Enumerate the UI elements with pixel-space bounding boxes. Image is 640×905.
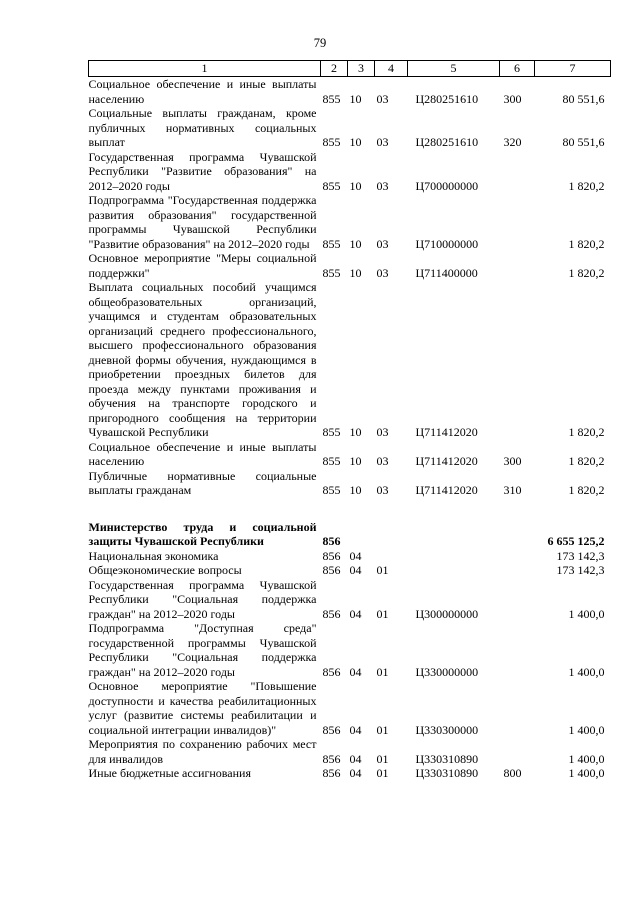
table-row [89, 621, 611, 679]
row-code-type [500, 563, 535, 578]
row-name: Иные бюджетные ассигнования [88, 766, 251, 780]
table-row [89, 193, 611, 251]
row-name: Публичные нормативные социальные выплаты гражданам [88, 468, 317, 497]
table-row [89, 150, 611, 194]
row-code-target: Ц330310890 [415, 766, 479, 780]
row-code-type [500, 737, 535, 766]
row-name: Государственная программа Чувашской Республики "Социальная поддержка граждан" на 2012–2020 годы [88, 577, 317, 621]
row-code-ministry: 855 [322, 425, 341, 439]
table-row [89, 251, 611, 280]
row-code-section: 04 [349, 664, 362, 679]
row-name: Министерство труда и социальной защиты Чувашской Республики [88, 519, 317, 548]
row-code-type [500, 549, 535, 564]
row-code-target: Ц330300000 [415, 722, 479, 737]
table-row [89, 106, 611, 150]
table-row [89, 77, 611, 107]
row-code-type: 310 [503, 483, 522, 497]
row-amount: 1 400,0 [568, 722, 605, 737]
spacer-cell [89, 498, 611, 520]
table-row [89, 520, 611, 549]
row-amount: 1 820,2 [568, 236, 605, 251]
row-code-target [408, 549, 500, 564]
row-code-ministry: 855 [322, 483, 341, 497]
row-code-target: Ц710000000 [415, 236, 479, 251]
row-code-section: 10 [349, 91, 362, 106]
row-code-subsection: 01 [376, 606, 389, 621]
row-code-subsection: 03 [376, 483, 389, 497]
row-code-section: 10 [349, 178, 362, 193]
row-amount: 80 551,6 [562, 135, 605, 149]
row-code-subsection: 03 [376, 454, 389, 468]
row-code-subsection: 03 [376, 425, 389, 439]
row-code-subsection: 01 [376, 722, 389, 737]
header-cell: 2 [321, 61, 348, 77]
row-name: Национальная экономика [88, 548, 219, 563]
row-name: Основное мероприятие "Повышение доступности и качества реабилитационных услуг (развитие системы реабилитации и социальной интеграции инвалидов)" [88, 679, 317, 737]
row-code-subsection: 03 [376, 91, 389, 106]
row-code-section: 10 [349, 236, 362, 251]
table-row [89, 280, 611, 440]
header-cell: 6 [500, 61, 535, 77]
row-code-ministry: 855 [322, 454, 341, 468]
row-code-section: 10 [349, 483, 362, 497]
row-amount: 173 142,3 [556, 548, 605, 563]
table-row [89, 766, 611, 781]
row-code-subsection [375, 520, 408, 549]
row-amount: 6 655 125,2 [547, 534, 605, 548]
row-code-ministry: 855 [322, 265, 341, 280]
header-cell: 3 [348, 61, 375, 77]
row-code-type [500, 193, 535, 251]
row-code-target: Ц711412020 [415, 483, 478, 497]
row-name: Выплата социальных пособий учащимся общеобразовательных организаций, учащимся и студентам образовательных организаций среднего профессионального, высшего профессионального образования дневной формы обучения, нуждающимся в приобретении проездных билетов для проезда между пунктами проживания и обучения на транспорте городского и пригородного сообщения на территории Чувашской Республики [88, 280, 317, 439]
row-code-subsection: 01 [376, 751, 389, 766]
row-code-type [500, 578, 535, 622]
row-code-subsection: 03 [376, 178, 389, 193]
row-code-section: 04 [349, 606, 362, 621]
row-name: Основное мероприятие "Меры социальной поддержки" [88, 251, 317, 280]
row-code-subsection: 01 [376, 664, 389, 679]
row-name: Социальное обеспечение и иные выплаты населению [88, 77, 317, 106]
row-amount: 1 820,2 [568, 454, 605, 468]
row-code-section: 04 [349, 563, 362, 577]
row-code-subsection: 03 [376, 236, 389, 251]
row-code-subsection: 03 [376, 135, 389, 149]
row-name: Подпрограмма "Государственная поддержка развития образования" государственной программы Чувашской Республики "Развитие образования" на 2012–2020 годы [88, 193, 317, 251]
row-code-section: 04 [349, 766, 362, 780]
row-amount: 1 400,0 [568, 751, 605, 766]
row-code-ministry: 856 [322, 548, 341, 563]
row-amount: 80 551,6 [562, 91, 605, 106]
spacer-row [89, 498, 611, 520]
row-code-subsection [375, 549, 408, 564]
table-row [89, 578, 611, 622]
row-name: Социальное обеспечение и иные выплаты населению [88, 439, 317, 468]
table-row [89, 440, 611, 469]
row-code-ministry: 855 [322, 91, 341, 106]
row-code-section: 10 [349, 135, 362, 149]
row-code-target: Ц330310890 [415, 751, 479, 766]
row-name: Подпрограмма "Доступная среда" государственной программы Чувашской Республики "Социальная поддержка граждан" на 2012–2020 годы [88, 621, 317, 679]
row-name: Общеэкономические вопросы [88, 563, 242, 577]
table-row [89, 549, 611, 564]
header-cell: 4 [375, 61, 408, 77]
header-cell: 1 [89, 61, 321, 77]
row-code-target: Ц711412020 [415, 454, 478, 468]
page-number: 79 [313, 36, 327, 50]
row-code-target [408, 520, 500, 549]
row-code-type: 800 [503, 766, 522, 780]
row-code-target: Ц711412020 [415, 425, 478, 439]
row-amount: 1 400,0 [568, 664, 605, 679]
row-amount: 1 820,2 [568, 483, 605, 497]
budget-table [88, 60, 611, 781]
row-code-section: 10 [349, 425, 362, 439]
row-code-ministry: 855 [322, 178, 341, 193]
row-code-subsection: 01 [376, 563, 389, 577]
row-code-ministry: 856 [322, 606, 341, 621]
row-code-ministry: 855 [322, 236, 341, 251]
row-code-ministry: 856 [322, 534, 341, 548]
header-cell: 7 [535, 61, 611, 77]
row-code-type [500, 679, 535, 737]
row-code-target: Ц280251610 [415, 91, 479, 106]
row-code-ministry: 856 [322, 563, 341, 577]
row-name: Государственная программа Чувашской Республики "Развитие образования" на 2012–2020 годы [88, 149, 317, 193]
row-amount: 1 820,2 [568, 265, 605, 280]
row-code-section: 04 [349, 548, 362, 563]
row-code-target: Ц700000000 [415, 178, 479, 193]
table-row [89, 679, 611, 737]
row-amount: 1 820,2 [568, 178, 605, 193]
row-name: Мероприятия по сохранению рабочих мест для инвалидов [88, 737, 317, 766]
row-code-type [500, 150, 535, 194]
table-row [89, 563, 611, 578]
row-code-ministry: 855 [322, 135, 341, 149]
row-code-subsection: 03 [376, 265, 389, 280]
row-code-type [500, 621, 535, 679]
row-amount: 1 400,0 [568, 766, 605, 780]
row-code-type [500, 280, 535, 440]
row-code-subsection: 01 [376, 766, 389, 780]
row-code-section: 10 [349, 265, 362, 280]
row-code-ministry: 856 [322, 722, 341, 737]
row-amount: 1 400,0 [568, 606, 605, 621]
row-amount: 173 142,3 [556, 563, 605, 577]
row-code-type [500, 251, 535, 280]
table-row [89, 469, 611, 498]
row-amount: 1 820,2 [568, 425, 605, 439]
row-code-type: 320 [503, 135, 522, 149]
row-code-section: 10 [349, 454, 362, 468]
row-code-section: 04 [349, 722, 362, 737]
row-code-type: 300 [503, 454, 522, 468]
table-row [89, 737, 611, 766]
row-code-target: Ц330000000 [415, 664, 479, 679]
row-code-section [348, 520, 375, 549]
row-code-type: 300 [503, 91, 522, 106]
row-name: Социальные выплаты гражданам, кроме публичных нормативных социальных выплат [88, 106, 317, 149]
row-code-section: 04 [349, 751, 362, 766]
row-code-target: Ц300000000 [415, 606, 479, 621]
row-code-target [408, 563, 500, 578]
row-code-ministry: 856 [322, 766, 341, 780]
row-code-ministry: 856 [322, 664, 341, 679]
row-code-type [500, 520, 535, 549]
header-cell: 5 [408, 61, 500, 77]
row-code-target: Ц280251610 [415, 135, 479, 149]
header-row [89, 61, 611, 77]
row-code-ministry: 856 [322, 751, 341, 766]
row-code-target: Ц711400000 [415, 265, 478, 280]
